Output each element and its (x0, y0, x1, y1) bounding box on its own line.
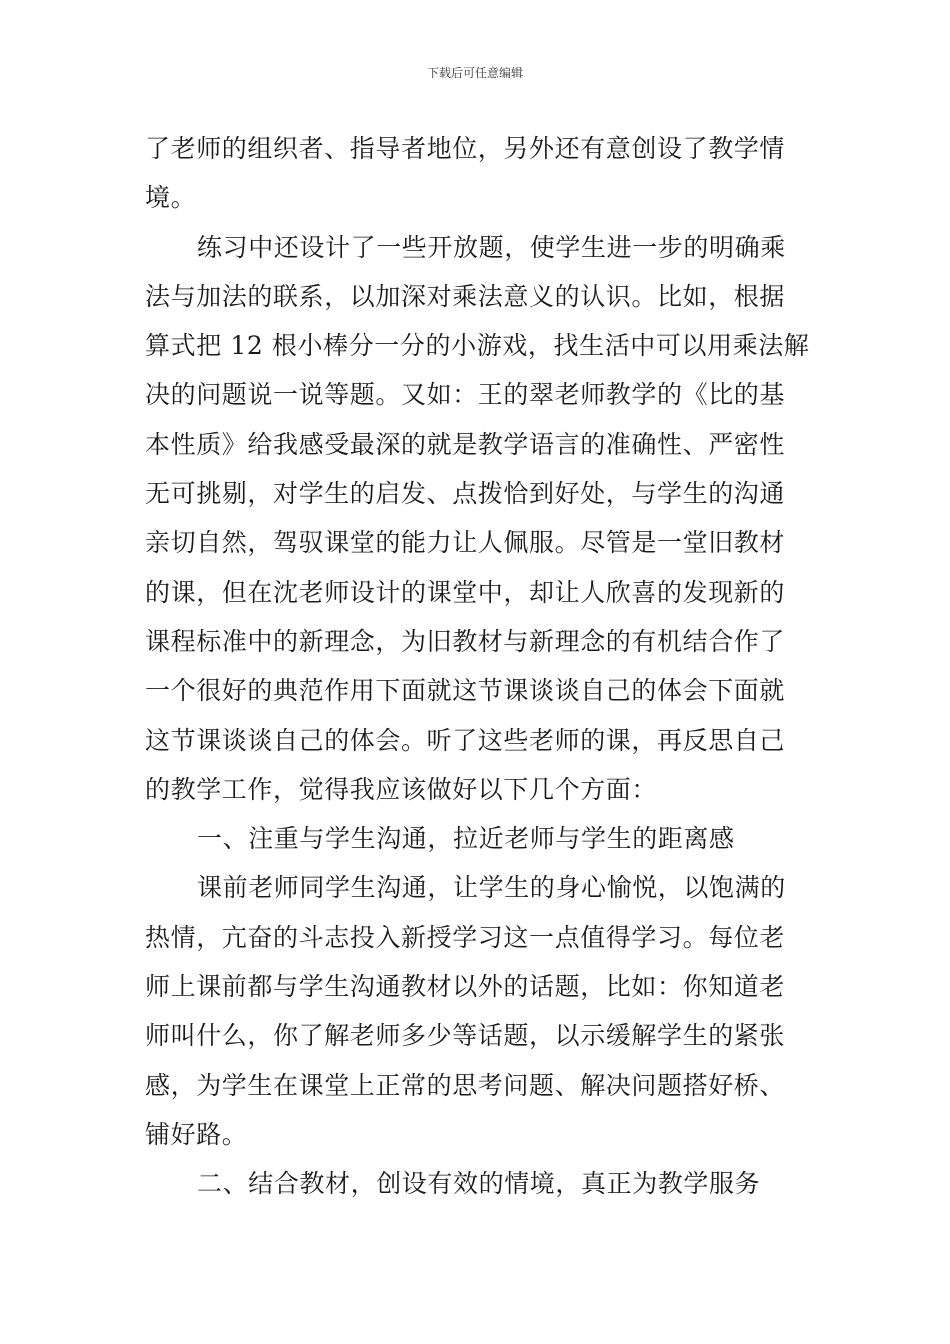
section-heading: 二、结合教材，创设有效的情境，真正为教学服务 (197, 1169, 761, 1199)
text-line: 了老师的组织者、指导者地位，另外还有意创设了教学情 (145, 134, 786, 163)
text-line: 无可挑剔，对学生的启发、点拨恰到好处，与学生的沟通 (145, 479, 786, 509)
text-line: 热情，亢奋的斗志投入新授学习这一点值得学习。每位老 (145, 922, 786, 952)
text-line: 练习中还设计了一些开放题，使学生进一步的明确乘 (197, 232, 786, 262)
text-line: 法与加法的联系，以加深对乘法意义的认识。比如，根据 (145, 281, 786, 311)
text-line: 一个很好的典范作用下面就这节课谈谈自己的体会下面就 (145, 676, 786, 706)
text-line: 师上课前都与学生沟通教材以外的话题，比如：你知道老 (145, 972, 786, 1002)
text-line: 算式把 12 根小棒分一分的小游戏，找生活中可以用乘法解 (145, 331, 810, 361)
text-line: 师叫什么，你了解老师多少等话题，以示缓解学生的紧张 (145, 1021, 786, 1051)
text-line: 这节课谈谈自己的体会。听了这些老师的课，再反思自己 (145, 725, 786, 755)
text-line: 的课，但在沈老师设计的课堂中，却让人欣喜的发现新的 (145, 577, 786, 607)
page-header: 下载后可任意编辑 (426, 66, 523, 80)
text-line: 境。 (145, 183, 197, 213)
text-line: 课程标准中的新理念，为旧教材与新理念的有机结合作了 (145, 626, 786, 656)
text-line: 本性质》给我感受最深的就是教学语言的准确性、严密性 (145, 429, 786, 459)
text-line: 铺好路。 (145, 1119, 248, 1149)
document-body (145, 124, 810, 1209)
text-line: 感，为学生在课堂上正常的思考问题、解决问题搭好桥、 (145, 1070, 786, 1100)
text-line: 亲切自然，驾驭课堂的能力让人佩服。尽管是一堂旧教材 (145, 528, 786, 558)
text-line: 决的问题说一说等题。又如：王的翠老师教学的《比的基 (145, 380, 786, 410)
section-heading: 一、注重与学生沟通，拉近老师与学生的距离感 (197, 824, 735, 854)
text-line: 的教学工作，觉得我应该做好以下几个方面： (145, 774, 658, 804)
text-line: 课前老师同学生沟通，让学生的身心愉悦，以饱满的 (197, 873, 786, 903)
